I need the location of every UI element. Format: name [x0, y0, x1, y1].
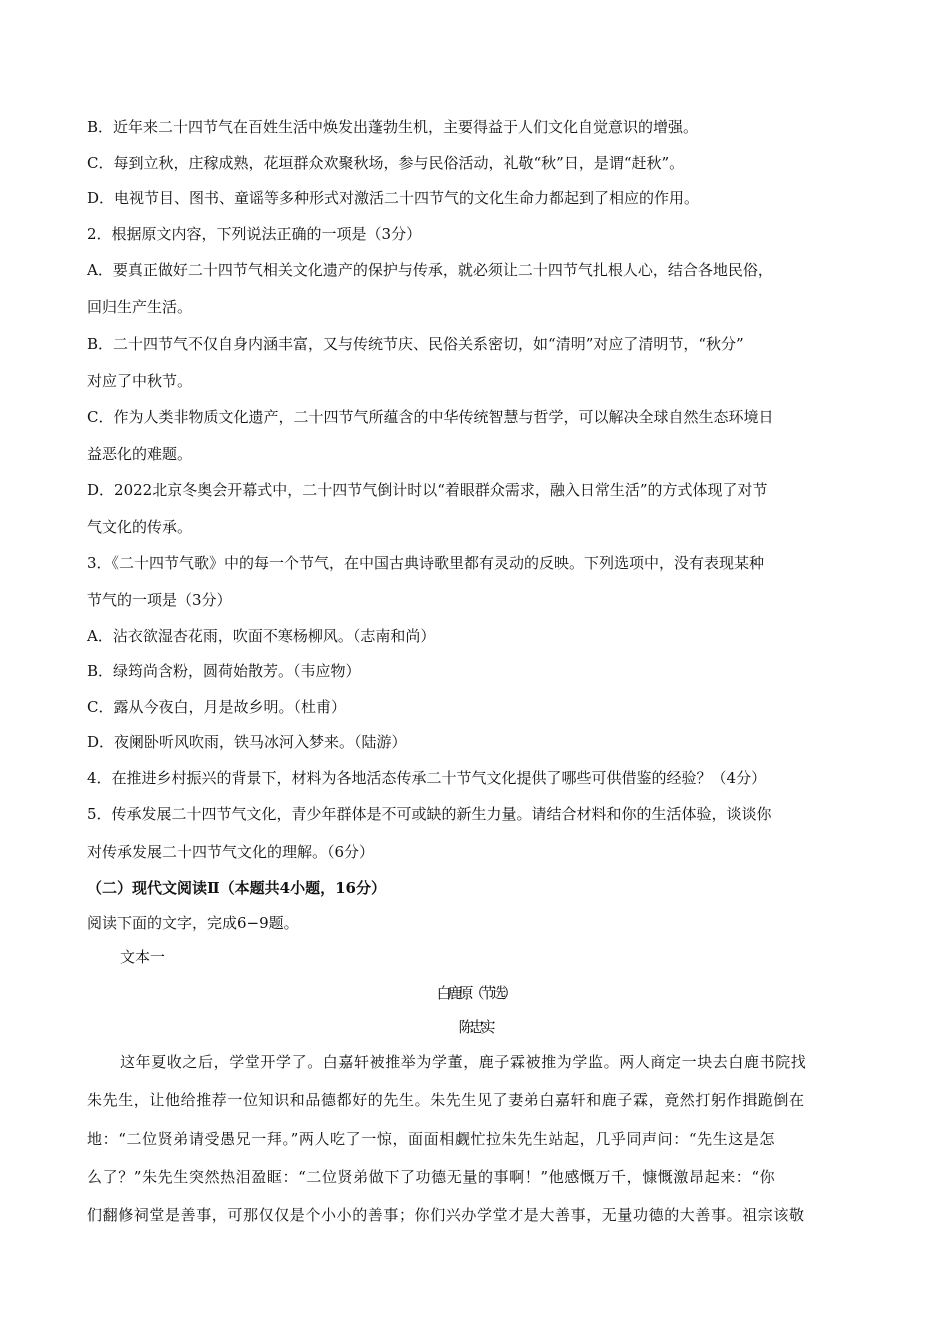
q3-option-d: D．夜阑卧听风吹雨，铁马冰河入梦来。（陆游）: [87, 733, 407, 751]
q5-line2: 对传承发展二十四节气文化的理解。（6分）: [87, 843, 375, 861]
q5-line1: 5．传承发展二十四节气文化，青少年群体是不可或缺的新生力量。请结合材料和你的生活体验，谈谈你: [87, 805, 772, 823]
q3-option-a: A．沾衣欲湿杏花雨，吹面不寒杨柳风。（志南和尚）: [87, 627, 436, 645]
q2-option-d-line1: D．2022北京冬奥会开幕式中，二十四节气倒计时以“着眼群众需求，融入日常生活”的方式体现了对节: [87, 481, 768, 499]
q2-option-c-line2: 益恶化的难题。: [87, 445, 193, 463]
text-one-label: 文本一: [120, 948, 166, 966]
passage-line-4: 么了？”朱先生突然热泪盈眶：“二位贤弟做下了功德无量的事啊！”他感慨万千，慷慨激昂起来：“你: [87, 1168, 776, 1186]
q3-stem-line1: 3．《二十四节气歌》中的每一个节气，在中国古典诗歌里都有灵动的反映。下列选项中，没有表现某种: [87, 554, 765, 572]
passage-title: 白鹿原（节选）: [436, 984, 514, 1002]
q4-question: 4．在推进乡村振兴的背景下，材料为各地活态传承二十节气文化提供了哪些可供借鉴的经验？（4分）: [87, 769, 767, 787]
q1-option-b: B．近年来二十四节气在百姓生活中焕发出蓬勃生机，主要得益于人们文化自觉意识的增强。: [87, 118, 699, 136]
q2-option-c-line1: C．作为人类非物质文化遗产，二十四节气所蕴含的中华传统智慧与哲学，可以解决全球自然生态环境日: [87, 408, 774, 426]
q1-option-d: D．电视节目、图书、童谣等多种形式对激活二十四节气的文化生命力都起到了相应的作用。: [87, 189, 700, 207]
q2-option-a-line1: A．要真正做好二十四节气相关文化遗产的保护与传承，就必须让二十四节气扎根人心，结合各地民俗，: [87, 261, 773, 279]
q2-option-a-line2: 回归生产生活。: [87, 298, 193, 316]
passage-line-2: 朱先生，让他给推荐一位知识和品德都好的先生。朱先生见了妻弟白嘉轩和鹿子霖，竟然打躬作揖跪倒在: [87, 1091, 805, 1109]
q2-option-b-line2: 对应了中秋节。: [87, 372, 193, 390]
q3-option-b: B．绿筠尚含粉，圆荷始散芳。（韦应物）: [87, 662, 361, 680]
q2-stem: 2．根据原文内容，下列说法正确的一项是（3分）: [87, 225, 422, 243]
q1-option-c: C．每到立秋，庄稼成熟，花垣群众欢聚秋场，参与民俗活动，礼敬“秋”日，是谓“赶秋”。: [87, 154, 685, 172]
passage-line-5: 们翻修祠堂是善事，可那仅仅是个小小的善事；你们兴办学堂才是大善事，无量功德的大善事。祖宗该敬: [87, 1206, 805, 1224]
passage-author: 陈忠实: [458, 1018, 492, 1036]
q3-option-c: C．露从今夜白，月是故乡明。（杜甫）: [87, 698, 346, 716]
q2-option-d-line2: 气文化的传承。: [87, 518, 193, 536]
q3-stem-line2: 节气的一项是（3分）: [87, 591, 232, 609]
passage-line-1: 这年夏收之后，学堂开学了。白嘉轩被推举为学董，鹿子霖被推为学监。两人商定一块去白鹿书院找: [120, 1053, 807, 1071]
passage-line-3: 地：“二位贤弟请受愚兄一拜。”两人吃了一惊，面面相觑忙拉朱先生站起，几乎同声问：“先生这是怎: [87, 1130, 776, 1148]
section-heading: （二）现代文阅读Ⅱ（本题共4小题，16分）: [87, 879, 386, 897]
reading-instruction: 阅读下面的文字，完成6−9题。: [87, 914, 299, 932]
q2-option-b-line1: B．二十四节气不仅自身内涵丰富，又与传统节庆、民俗关系密切，如“清明”对应了清明节，“秋分”: [87, 335, 744, 353]
